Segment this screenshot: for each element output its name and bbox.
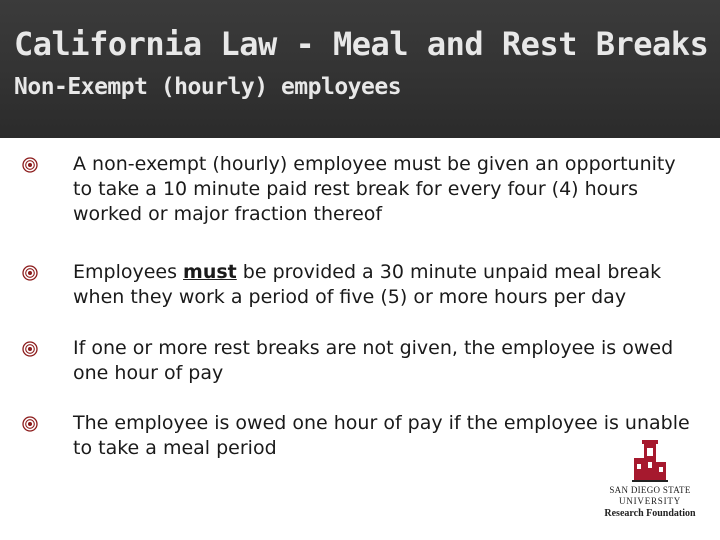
bullet-text: The employee is owed one hour of pay if the employee is unable to take a meal period: [73, 412, 690, 459]
ringed-circle-bullet-icon: [22, 341, 38, 357]
ringed-circle-bullet-icon: [22, 265, 38, 281]
emphasis-must: must: [183, 261, 237, 283]
slide-title: California Law - Meal and Rest Breaks: [14, 25, 709, 63]
logo-line-2: UNIVERSITY: [619, 496, 681, 506]
title-bar: [0, 0, 720, 138]
slide-subtitle: Non-Exempt (hourly) employees: [14, 74, 402, 100]
ringed-circle-bullet-icon: [22, 157, 38, 173]
ringed-circle-bullet-icon: [22, 416, 38, 432]
tower-emblem-icon: [628, 440, 672, 482]
logo-line-1: SAN DIEGO STATE: [609, 485, 691, 495]
sdsu-research-foundation-logo: [596, 440, 704, 522]
bullet-text: A non-exempt (hourly) employee must be given an opportunity to take a 10 minute paid rest break for every four (4) hours worked or major fraction thereof: [73, 153, 676, 225]
bullet-text-before: Employees: [73, 261, 184, 283]
logo-line-3: Research Foundation: [604, 508, 696, 519]
bullet-text: If one or more rest breaks are not given, the employee is owed one hour of pay: [73, 337, 674, 384]
bullet-text: [73, 260, 693, 310]
bullet-text-after: be provided a 30 minute unpaid meal break when they work a period of five (5) or more hours per day: [73, 261, 662, 308]
